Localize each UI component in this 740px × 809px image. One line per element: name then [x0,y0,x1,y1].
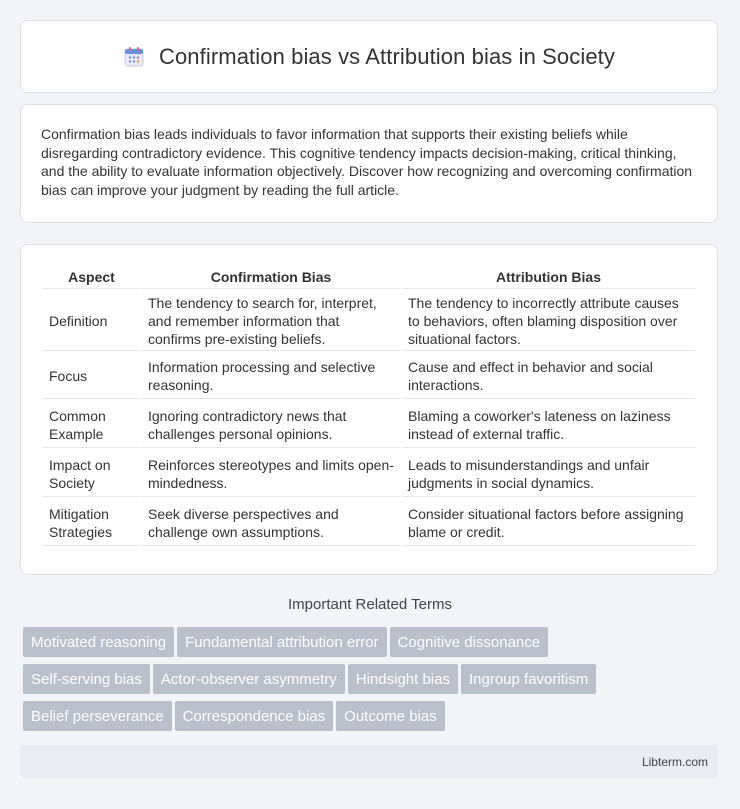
comparison-card [20,244,718,575]
calendar-icon [123,46,145,68]
table-row [43,497,695,546]
intro-text: Confirmation bias leads individuals to favor information that supports their existing beliefs while disregarding contradictory evidence. This cognitive tendency impacts decision-making, critical thinking, and the ability to evaluate information objectively. Discover how recognizing and overcoming confirmation bias can improve your judgment by reading the full article. [41,126,693,198]
related-terms-title: Important Related Terms [288,596,452,613]
tag-self-serving-bias[interactable]: Self-serving bias [23,664,150,694]
page-title: Confirmation bias vs Attribution bias in Society [158,43,615,69]
row-attribution: Cause and effect in behavior and social interactions. [402,351,695,399]
row-confirmation: Reinforces stereotypes and limits open-mindedness. [142,448,400,497]
tag-ingroup-favoritism[interactable]: Ingroup favoritism [461,664,596,694]
footer [20,745,718,778]
tag-cognitive-dissonance[interactable]: Cognitive dissonance [390,627,549,657]
row-confirmation: Ignoring contradictory news that challenges personal opinions. [142,399,400,448]
row-attribution: Leads to misunderstandings and unfair judgments in social dynamics. [402,448,695,497]
row-aspect: Mitigation Strategies [43,497,140,546]
row-confirmation: Information processing and selective reasoning. [142,351,400,399]
row-attribution: The tendency to incorrectly attribute causes to behaviors, often blaming disposition over situational factors. [402,289,695,351]
table-row [43,399,695,448]
tag-outcome-bias[interactable]: Outcome bias [336,701,445,731]
row-confirmation: The tendency to search for, interpret, and remember information that confirms pre-existing beliefs. [142,289,400,351]
intro-card [20,104,718,223]
table-header-row [43,265,695,289]
related-terms-list [23,627,723,738]
row-attribution: Blaming a coworker's lateness on laziness instead of external traffic. [402,399,695,448]
row-attribution: Consider situational factors before assigning blame or credit. [402,497,695,546]
row-aspect: Impact on Society [43,448,140,497]
tag-actor-observer-asymmetry[interactable]: Actor-observer asymmetry [153,664,345,694]
header-confirmation: Confirmation Bias [142,265,400,289]
table-row [43,289,695,351]
header-aspect: Aspect [43,265,140,289]
row-confirmation: Seek diverse perspectives and challenge own assumptions. [142,497,400,546]
tag-hindsight-bias[interactable]: Hindsight bias [348,664,458,694]
header-card [20,20,718,93]
tag-correspondence-bias[interactable]: Correspondence bias [175,701,334,731]
tag-fundamental-attribution-error[interactable]: Fundamental attribution error [177,627,386,657]
header-attribution: Attribution Bias [402,265,695,289]
footer-site-link[interactable]: Libterm.com [641,754,708,769]
table-row [43,448,695,497]
comparison-table [41,265,697,546]
row-aspect: Definition [43,289,140,351]
tag-motivated-reasoning[interactable]: Motivated reasoning [23,627,174,657]
tag-belief-perseverance[interactable]: Belief perseverance [23,701,172,731]
row-aspect: Common Example [43,399,140,448]
table-row [43,351,695,399]
row-aspect: Focus [43,351,140,399]
